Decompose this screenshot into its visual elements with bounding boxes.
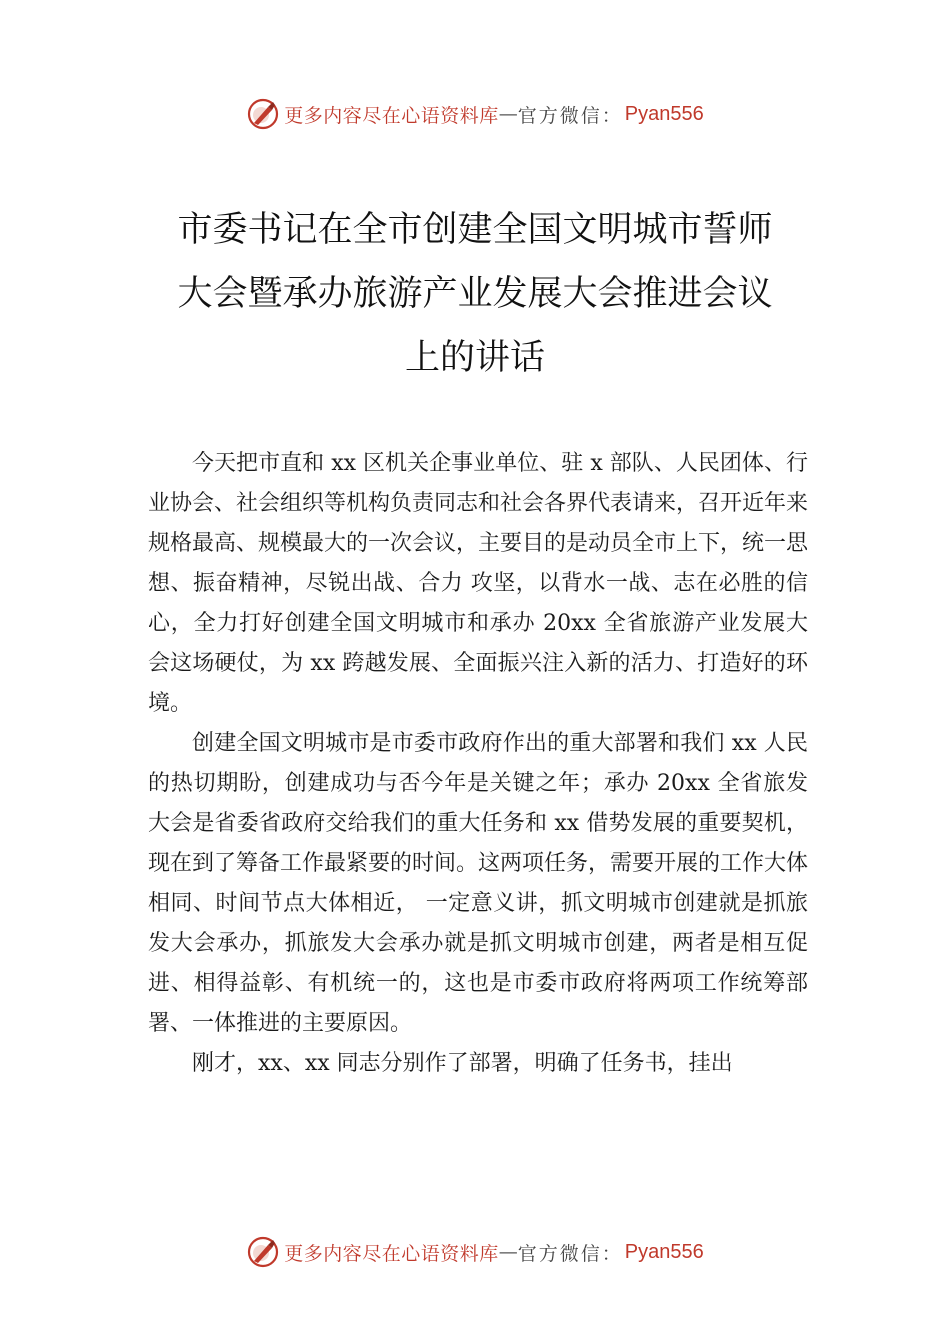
header-banner — [0, 94, 950, 134]
banner-wechat-id: Pyan556 — [624, 102, 704, 125]
banner-wechat-label: 官方微信： — [517, 104, 623, 127]
paragraph: 刚才，xx、xx 同志分别作了部署，明确了任务书，挂出 — [192, 1051, 733, 1076]
title-line: 市委书记在全市创建全国文明城市誓师 — [177, 210, 773, 250]
banner-text: 更多内容尽在心语资料库 — [284, 1242, 499, 1265]
title-line: 上的讲话 — [404, 338, 545, 378]
document-title — [140, 198, 810, 390]
pen-logo-icon — [246, 1235, 280, 1269]
document-body — [148, 444, 808, 1084]
pen-logo-icon — [246, 97, 280, 131]
banner-wechat-label: 官方微信： — [517, 1242, 623, 1265]
paragraph: 创建全国文明城市是市委市政府作出的重大部署和我们 xx 人民的热切期盼，创建成功与否今年是关键之年；承办 20xx 全省旅发大会是省委省政府交给我们的重大任务和 xx 借势发展的重要契机，现在到了筹备工作最紧要的时间。这两项任务，需要开展的工作大体相同、时间节点大体相近， 一定意义讲，抓文明城市创建就是抓旅发大会承办，抓旅发大会承办就是抓文明城市创建，两者是相互促进、相得益彰、有机统一的，这也是市委市政府将两项工作统筹部署、一体推进的主要原因。 — [148, 731, 809, 1036]
title-line: 大会暨承办旅游产业发展大会推进会议 — [177, 274, 773, 314]
banner-separator: — — [498, 1241, 518, 1263]
banner-wechat-id: Pyan556 — [624, 1240, 704, 1263]
footer-banner — [0, 1232, 950, 1272]
banner-separator: — — [498, 103, 518, 125]
paragraph: 今天把市直和 xx 区机关企事业单位、驻 x 部队、人民团体、行业协会、社会组织等机构负责同志和社会各界代表请来，召开近年来规格最高、规模最大的一次会议，主要目的是动员全市上下，统一思想、振奋精神，尽锐出战、合力 攻坚，以背水一战、志在必胜的信心，全力打好创建全国文明城市和承办 20xx 全省旅游产业发展大会这场硬仗，为 xx 跨越发展、全面振兴注入新的活力、打造好的环境。 — [148, 451, 809, 716]
banner-text: 更多内容尽在心语资料库 — [284, 104, 499, 127]
